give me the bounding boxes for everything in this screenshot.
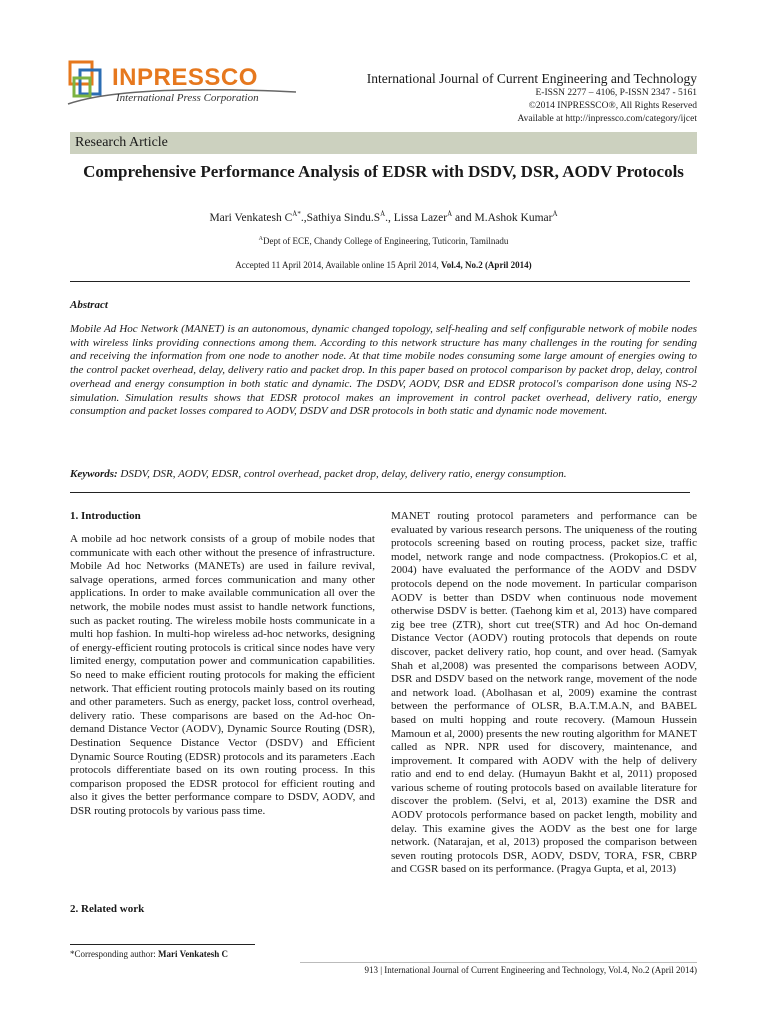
related-work-body: MANET routing protocol parameters and performance can be evaluated by various research persons. The uniqueness of the routing protocols screening based on routing process, packet size, traffic model, network range and node compactness. (Prokopios.C et al, 2004) have evaluated the performance of the AODV and DSDV protocols depend on the node movement. In particular comparison AODV is better than DSDV when continuous node movement otherwise DSDV is better. (Taehong kim et al, 2013) have compared zig bee tree (ZTR), short cut tree(STR) and Ad hoc On-demand Distance Vector (AODV) routing protocols that depends on route discover, packet delivery ratio, hop count, and over head. (Samyak Shah et al,2008) was presented the comparisons between AODV, DSR and DSDV based on the network range, movement of the node and network load. (Abolhasan et al, 2009) examine the contrast between the performance of OLSR, B.A.T.M.A.N, and BABEL based on multi hopping and route recovery. (Mamoun Hussein Mamoun et al, 2000) presents the new routing algorithm for MANET called as NPR. NPR used for discovery, maintenance, and improvement. It compared with AODV with the help of delivery ratio and end to end delay. (Humayun Bakht et al, 2011) proposed various scheme of routing protocols based on available literature for discover the problem. (Selvi, et al, 2013) examine the DSR and AODV protocols performance based on packet length, mobility and delay. This examine gives the AODV as the best one for large network. (Natarajan, et al, 2013) proposed the comparison between seven routing protocols DSR, AODV, DSDV, TORA, FSR, CBRP and CGSR based on its performance. (Pragya Gupta, et al, 2013) [391, 510, 697, 876]
inpressco-logo[interactable] [66, 56, 306, 122]
journal-info [320, 70, 697, 126]
volume-info: Vol.4, No.2 (April 2014) [441, 260, 532, 270]
introduction-body: A mobile ad hoc network consists of a group of mobile nodes that communicate with each other without the presence of infrastructure. Mobile Ad hoc Networks (MANETs) are used in failure revival, salvage operations, armed forces communication and many other applications. In order to make available communication all over the network, the mobile nodes must assist to handle network functions, such as packet routing. The wireless mobile hosts communicate in a multi hop fashion. In multi-hop wireless ad-hoc networks, designing of energy-efficient routing protocols is critical since nodes have very limited energy, computation power and communication capabilities. So need to make efficient routing protocols for making the efficient network. That efficient routing protocols mainly based on its routing and other parameters. Such as energy, packet loss, control overhead, delivery ratio. These comparisons are based on the Ad-hoc On-demand Distance Vector (AODV), Dynamic Source Routing (DSR), Destination Sequence Distance Vector (DSDV) and Efficient Dynamic Source Routing (EDSR) protocols and its parameters .Each protocols differentiate based on its own routing process. In this comparison proposed the EDSR protocol for efficient routing and also it gives the better performance compare to DSDV, AODV, and DSR routing protocols by various pass time. [70, 533, 375, 817]
publication-dates [70, 260, 697, 270]
dates-text: Accepted 11 April 2014, Available online 15 April 2014, [235, 260, 442, 270]
footnote-divider [70, 944, 255, 945]
journal-title: International Journal of Current Engineering and Technology [366, 71, 697, 86]
keywords [70, 468, 697, 480]
author-sup: Ȧ [447, 210, 453, 218]
footer-divider [300, 962, 697, 963]
affiliation [70, 236, 697, 246]
article-type: Research Article [75, 135, 168, 150]
available-link[interactable]: Available at http://inpressco.com/category/ijcet [517, 114, 697, 124]
affiliation-sup: A [258, 236, 263, 242]
logo-subtitle: International Press Corporation [116, 92, 259, 104]
author-list [70, 210, 697, 224]
author-name: .,Sathiya Sindu.S [300, 211, 381, 224]
author-name: ., Lissa Lazer [385, 211, 448, 224]
abstract-body: Mobile Ad Hoc Network (MANET) is an autonomous, dynamic changed topology, self-healing and self configurable network of mobile nodes with wireless links providing connections among them. According to this network structure has many challenges in the routing for sending and receiving the information from one node to another node. At that time mobile nodes consuming some large amount of energies owing to the control packet overhead, delay, delivery ratio and packet drop. In this paper based on protocol comparison by packet drop, delay, control overhead and energy consumption in both static and dynamic. The DSDV, AODV, DSR and EDSR protocol's comparison done using NS-2 simulation. Simulation results shows that EDSR protocol makes an improvement in control packet overhead, delivery ratio, energy consumption and packet losses compared to AODV, DSDV and DSR protocols in both static and dynamic node movement. [70, 323, 697, 418]
footnote-label: *Corresponding author: [70, 949, 158, 959]
author-sup: Ȧ [552, 210, 558, 218]
page-footer: 913 | International Journal of Current Engineering and Technology, Vol.4, No.2 (April 2014) [364, 965, 697, 975]
section-heading-related-work: 2. Related work [70, 903, 145, 915]
section-heading-introduction: 1. Introduction [70, 510, 141, 522]
issn: E-ISSN 2277 – 4106, P-ISSN 2347 - 5161 [535, 88, 697, 98]
footnote-author: Mari Venkatesh C [158, 949, 229, 959]
keywords-label: Keywords: [70, 468, 118, 480]
paper-title: Comprehensive Performance Analysis of EDSR with DSDV, DSR, AODV Protocols [83, 162, 684, 181]
author-name: and M.Ashok Kumar [452, 211, 553, 224]
divider [70, 492, 690, 493]
affiliation-text: Dept of ECE, Chandy College of Engineering, Tuticorin, Tamilnadu [262, 236, 509, 246]
author-sup: Ȧ [380, 210, 386, 218]
author-name: Mari Venkatesh C [209, 211, 293, 224]
logo-text: INPRESSCO [112, 64, 258, 91]
divider [70, 281, 690, 282]
author-sup: Ȧ* [292, 210, 301, 218]
copyright: ©2014 INPRESSCO®, All Rights Reserved [528, 101, 697, 111]
footnote [70, 949, 228, 959]
article-type-bar [70, 132, 697, 154]
abstract-heading: Abstract [70, 299, 108, 311]
keywords-text: DSDV, DSR, AODV, EDSR, control overhead, packet drop, delay, delivery ratio, energy consumption. [117, 468, 567, 480]
